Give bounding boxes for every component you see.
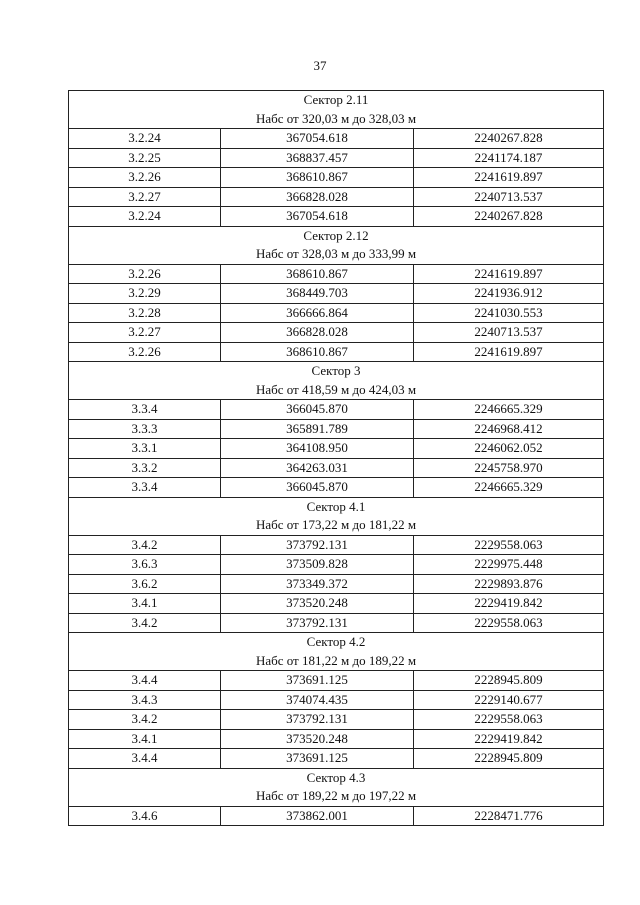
point-number: 3.4.2 xyxy=(69,613,221,633)
point-number: 3.2.24 xyxy=(69,207,221,227)
point-number: 3.4.1 xyxy=(69,594,221,614)
sector-subtitle-row xyxy=(69,516,604,535)
coordinate-y: 2240713.537 xyxy=(414,323,604,343)
coordinate-x: 364108.950 xyxy=(221,439,414,459)
point-number: 3.4.2 xyxy=(69,535,221,555)
point-number: 3.2.29 xyxy=(69,284,221,304)
coordinate-x: 373792.131 xyxy=(221,710,414,730)
coordinate-y: 2228945.809 xyxy=(414,749,604,769)
coordinate-y: 2229140.677 xyxy=(414,690,604,710)
coordinate-x: 367054.618 xyxy=(221,129,414,149)
coordinate-y: 2245758.970 xyxy=(414,458,604,478)
coordinate-x: 366045.870 xyxy=(221,478,414,498)
point-number: 3.4.3 xyxy=(69,690,221,710)
coordinate-x: 368610.867 xyxy=(221,264,414,284)
table-row xyxy=(69,303,604,323)
coordinate-y: 2240267.828 xyxy=(414,207,604,227)
sector-height-range: Набс от 181,22 м до 189,22 м xyxy=(69,652,604,671)
sector-height-range: Набс от 173,22 м до 181,22 м xyxy=(69,516,604,535)
sector-subtitle-row xyxy=(69,110,604,129)
table-row xyxy=(69,710,604,730)
point-number: 3.4.2 xyxy=(69,710,221,730)
coordinate-x: 373349.372 xyxy=(221,574,414,594)
point-number: 3.2.26 xyxy=(69,264,221,284)
table-row xyxy=(69,458,604,478)
table-row xyxy=(69,168,604,188)
sector-title-row xyxy=(69,91,604,110)
table-row xyxy=(69,749,604,769)
coordinate-y: 2229558.063 xyxy=(414,613,604,633)
coordinate-y: 2241619.897 xyxy=(414,168,604,188)
sector-subtitle-row xyxy=(69,652,604,671)
point-number: 3.3.3 xyxy=(69,419,221,439)
point-number: 3.2.27 xyxy=(69,187,221,207)
coordinate-x: 366828.028 xyxy=(221,323,414,343)
coordinate-x: 368610.867 xyxy=(221,342,414,362)
coordinate-y: 2246062.052 xyxy=(414,439,604,459)
table-row xyxy=(69,400,604,420)
table-row xyxy=(69,613,604,633)
coordinate-y: 2246968.412 xyxy=(414,419,604,439)
coordinate-x: 373792.131 xyxy=(221,535,414,555)
coordinate-x: 367054.618 xyxy=(221,207,414,227)
coordinate-x: 373520.248 xyxy=(221,729,414,749)
coordinate-y: 2241030.553 xyxy=(414,303,604,323)
point-number: 3.2.27 xyxy=(69,323,221,343)
sector-title: Сектор 2.11 xyxy=(69,91,604,110)
point-number: 3.4.1 xyxy=(69,729,221,749)
coordinate-x: 365891.789 xyxy=(221,419,414,439)
coordinate-x: 373691.125 xyxy=(221,671,414,691)
sector-title: Сектор 3 xyxy=(69,362,604,381)
coordinate-x: 368837.457 xyxy=(221,148,414,168)
coordinate-x: 366045.870 xyxy=(221,400,414,420)
sector-title-row xyxy=(69,768,604,787)
point-number: 3.2.25 xyxy=(69,148,221,168)
point-number: 3.6.2 xyxy=(69,574,221,594)
coordinates-table-body xyxy=(69,91,604,826)
coordinate-y: 2228471.776 xyxy=(414,806,604,826)
coordinate-y: 2229419.842 xyxy=(414,729,604,749)
coordinate-x: 373520.248 xyxy=(221,594,414,614)
table-row xyxy=(69,555,604,575)
point-number: 3.2.26 xyxy=(69,342,221,362)
sector-title-row xyxy=(69,226,604,245)
coordinate-x: 366666.864 xyxy=(221,303,414,323)
table-row xyxy=(69,129,604,149)
point-number: 3.3.4 xyxy=(69,478,221,498)
sector-height-range: Набс от 320,03 м до 328,03 м xyxy=(69,110,604,129)
coordinate-y: 2229558.063 xyxy=(414,535,604,555)
point-number: 3.3.2 xyxy=(69,458,221,478)
table-row xyxy=(69,419,604,439)
coordinate-x: 374074.435 xyxy=(221,690,414,710)
table-row xyxy=(69,284,604,304)
table-row xyxy=(69,439,604,459)
point-number: 3.4.6 xyxy=(69,806,221,826)
coordinate-x: 373509.828 xyxy=(221,555,414,575)
coordinate-x: 373792.131 xyxy=(221,613,414,633)
sector-subtitle-row xyxy=(69,245,604,264)
coordinate-x: 366828.028 xyxy=(221,187,414,207)
coordinate-y: 2241174.187 xyxy=(414,148,604,168)
coordinate-y: 2246665.329 xyxy=(414,478,604,498)
coordinate-y: 2229893.876 xyxy=(414,574,604,594)
table-row xyxy=(69,594,604,614)
coordinate-y: 2241619.897 xyxy=(414,342,604,362)
point-number: 3.4.4 xyxy=(69,671,221,691)
sector-height-range: Набс от 418,59 м до 424,03 м xyxy=(69,381,604,400)
table-row xyxy=(69,207,604,227)
coordinate-y: 2241619.897 xyxy=(414,264,604,284)
coordinate-y: 2228945.809 xyxy=(414,671,604,691)
point-number: 3.2.28 xyxy=(69,303,221,323)
sector-height-range: Набс от 328,03 м до 333,99 м xyxy=(69,245,604,264)
coordinate-x: 364263.031 xyxy=(221,458,414,478)
table-row xyxy=(69,574,604,594)
table-row xyxy=(69,806,604,826)
sector-title: Сектор 4.2 xyxy=(69,633,604,652)
sector-title-row xyxy=(69,362,604,381)
table-row xyxy=(69,535,604,555)
coordinate-y: 2241936.912 xyxy=(414,284,604,304)
coordinate-x: 368449.703 xyxy=(221,284,414,304)
table-row xyxy=(69,690,604,710)
table-row xyxy=(69,323,604,343)
sector-subtitle-row xyxy=(69,381,604,400)
table-row xyxy=(69,187,604,207)
sector-title: Сектор 4.3 xyxy=(69,768,604,787)
coordinate-y: 2240267.828 xyxy=(414,129,604,149)
point-number: 3.4.4 xyxy=(69,749,221,769)
coordinate-y: 2229975.448 xyxy=(414,555,604,575)
table-row xyxy=(69,264,604,284)
coordinate-y: 2229419.842 xyxy=(414,594,604,614)
point-number: 3.3.4 xyxy=(69,400,221,420)
sector-subtitle-row xyxy=(69,787,604,806)
point-number: 3.2.24 xyxy=(69,129,221,149)
page-number: 37 xyxy=(313,58,327,73)
table-row xyxy=(69,148,604,168)
point-number: 3.2.26 xyxy=(69,168,221,188)
coordinate-x: 368610.867 xyxy=(221,168,414,188)
coordinate-x: 373862.001 xyxy=(221,806,414,826)
sector-height-range: Набс от 189,22 м до 197,22 м xyxy=(69,787,604,806)
coordinate-x: 373691.125 xyxy=(221,749,414,769)
table-row xyxy=(69,671,604,691)
sector-title: Сектор 4.1 xyxy=(69,497,604,516)
coordinate-y: 2246665.329 xyxy=(414,400,604,420)
table-row xyxy=(69,729,604,749)
sector-title-row xyxy=(69,497,604,516)
point-number: 3.6.3 xyxy=(69,555,221,575)
point-number: 3.3.1 xyxy=(69,439,221,459)
table-row xyxy=(69,342,604,362)
coordinate-y: 2240713.537 xyxy=(414,187,604,207)
sector-title: Сектор 2.12 xyxy=(69,226,604,245)
coordinate-y: 2229558.063 xyxy=(414,710,604,730)
coordinates-table xyxy=(68,90,604,826)
sector-title-row xyxy=(69,633,604,652)
table-row xyxy=(69,478,604,498)
